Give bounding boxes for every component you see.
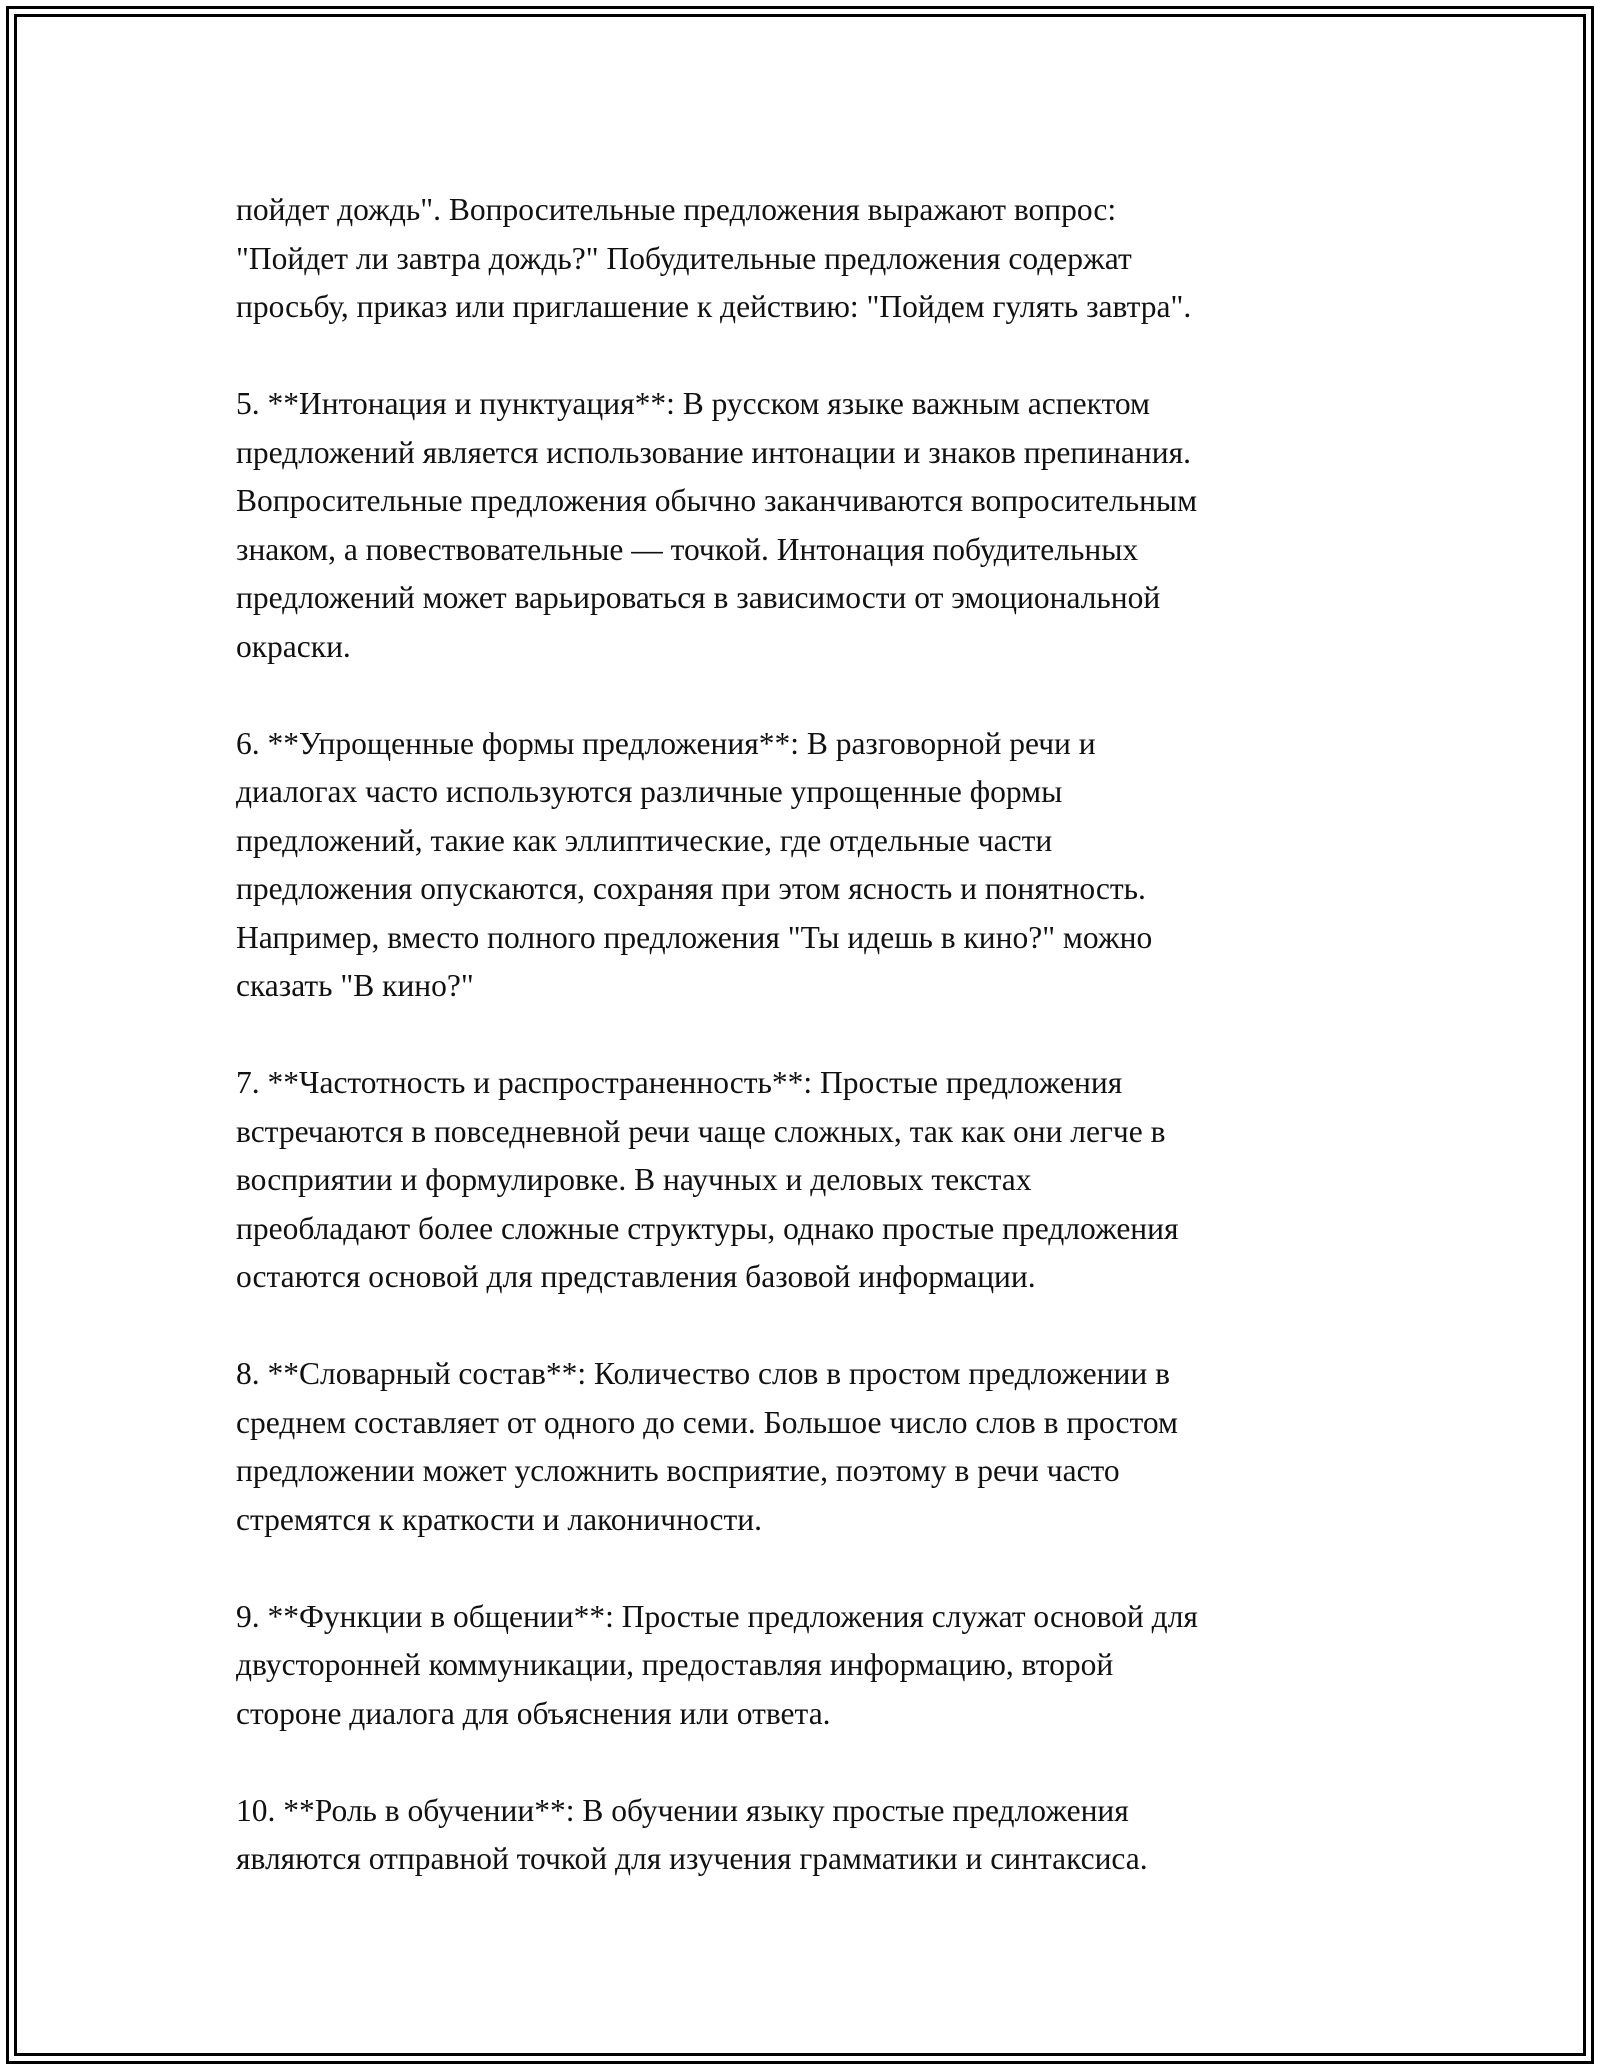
paragraph-gap [236,332,1376,381]
text-line: являются отправной точкой для изучения грамматики и синтаксиса. [236,1841,1148,1876]
text-line: предложения опускаются, сохраняя при этом ясность и понятность. [236,871,1146,906]
paragraph-item-10 [236,1787,1376,1884]
paragraph-item-6 [236,720,1376,1011]
paragraph-gap [236,1544,1376,1593]
text-line: среднем составляет от одного до семи. Большое число слов в простом [236,1404,1178,1440]
text-line: предложений, такие как эллиптические, где отдельные части [236,822,1053,858]
text-line: остаются основой для представления базовой информации. [236,1259,1036,1294]
paragraph-continuation [236,186,1376,332]
text-line: сказать "В кино?" [236,968,474,1003]
text-line: 6. **Упрощенные формы предложения**: В разговорной речи и [236,725,1096,761]
text-line: предложений может варьироваться в зависимости от эмоциональной [236,580,1161,615]
paragraph-gap [236,1011,1376,1060]
text-line: Вопросительные предложения обычно заканчиваются вопросительным [236,483,1198,518]
text-line: преобладают более сложные структуры, однако простые предложения [236,1210,1179,1246]
paragraph-gap [236,1302,1376,1351]
paragraph-gap [236,671,1376,720]
text-line: 5. **Интонация и пунктуация**: В русском языке важным аспектом [236,386,1150,421]
text-line: встречаются в повседневной речи чаще сложных, так как они легче в [236,1113,1166,1149]
text-line: Например, вместо полного предложения "Ты идешь в кино?" можно [236,919,1153,955]
text-line: стороне диалога для объяснения или ответа. [236,1695,831,1731]
text-line: пойдет дождь". Вопросительные предложения выражают вопрос: [236,192,1117,227]
text-line: 10. **Роль в обучении**: В обучении языку простые предложения [236,1792,1129,1828]
text-line: предложении может усложнить восприятие, поэтому в речи часто [236,1453,1120,1488]
paragraph-item-7 [236,1059,1376,1302]
text-line: знаком, а повествовательные — точкой. Интонация побудительных [236,531,1139,567]
text-line: 7. **Частотность и распространенность**: Простые предложения [236,1065,1123,1100]
text-line: "Пойдет ли завтра дождь?" Побудительные предложения содержат [236,240,1132,276]
text-line: 9. **Функции в общении**: Простые предложения служат основой для [236,1598,1198,1634]
paragraph-item-5 [236,380,1376,671]
text-line: предложений является использование интонации и знаков препинания. [236,434,1191,470]
paragraph-item-9 [236,1593,1376,1739]
text-line: стремятся к краткости и лаконичности. [236,1501,762,1537]
text-line: восприятии и формулировке. В научных и деловых текстах [236,1162,1032,1197]
text-line: диалогах часто используются различные упрощенные формы [236,774,1063,809]
paragraph-gap [236,1738,1376,1787]
text-line: 8. **Словарный состав**: Количество слов в простом предложении в [236,1356,1170,1391]
text-line: двусторонней коммуникации, предоставляя информацию, второй [236,1647,1114,1682]
text-line: окраски. [236,628,351,664]
text-line: просьбу, приказ или приглашение к действию: "Пойдем гулять завтра". [236,289,1192,324]
document-body [236,186,1376,1884]
paragraph-item-8 [236,1350,1376,1544]
